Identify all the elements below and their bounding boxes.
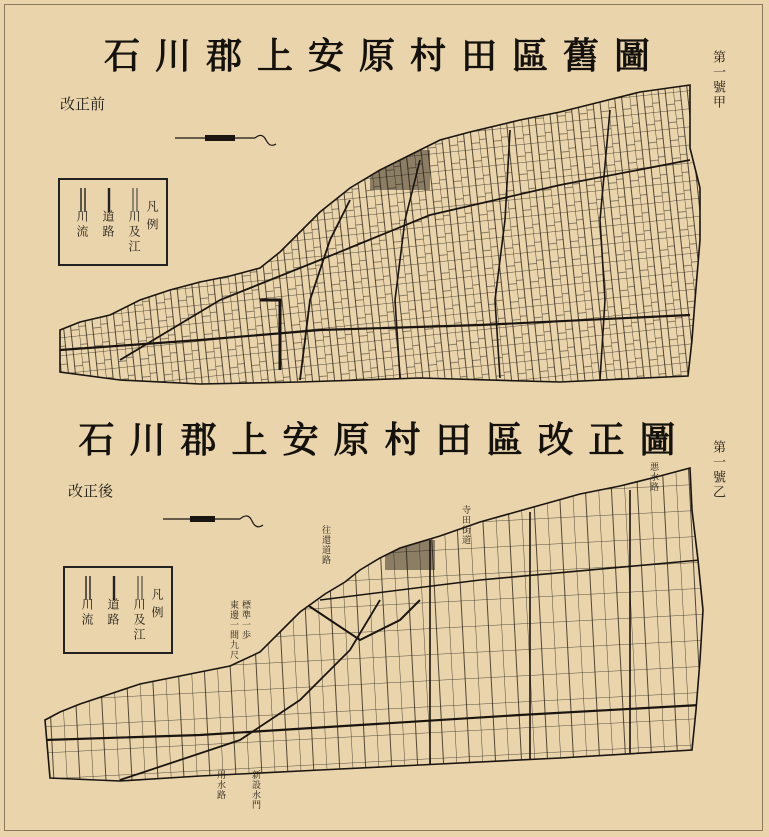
legend-after [63, 566, 173, 654]
legend-before [58, 178, 168, 266]
map-annotation: 新設水門 [250, 770, 260, 810]
map-annotation: 往還道路 [320, 525, 330, 565]
map-title-after: 石川郡上安原村田區改正圖 [78, 419, 691, 461]
canal-symbol-icon [130, 188, 140, 212]
legend-item: 川流 [80, 598, 94, 628]
sheet-number-b: 第一號乙 [710, 440, 725, 500]
map-title-before: 石川郡上安原村田區舊圖 [103, 35, 665, 77]
north-arrow-after [163, 516, 263, 527]
north-arrow-before [175, 135, 276, 145]
legend-item: 川及江 [132, 598, 146, 643]
label-before: 改正前 [60, 95, 106, 113]
legend-item: 川及江 [127, 210, 141, 255]
legend-header: 凡例 [150, 588, 164, 624]
legend-header: 凡例 [145, 200, 159, 236]
river-symbol-icon [83, 576, 93, 600]
road-symbol-icon [104, 188, 114, 212]
sheet-number-a: 第一號甲 [710, 50, 725, 110]
label-after: 改正後 [68, 482, 114, 500]
legend-item: 川流 [75, 210, 89, 240]
map-annotation: 標準一歩 [240, 600, 250, 640]
canal-symbol-icon [135, 576, 145, 600]
legend-item: 道路 [106, 598, 120, 628]
map-annotation: 東邊一間九尺 [228, 600, 238, 660]
map-annotation: 用水路 [215, 770, 225, 800]
map-annotation: 悪水路 [648, 462, 658, 492]
road-symbol-icon [109, 576, 119, 600]
map-annotation: 寺田街道 [460, 505, 470, 545]
legend-item: 道路 [101, 210, 115, 240]
river-symbol-icon [78, 188, 88, 212]
